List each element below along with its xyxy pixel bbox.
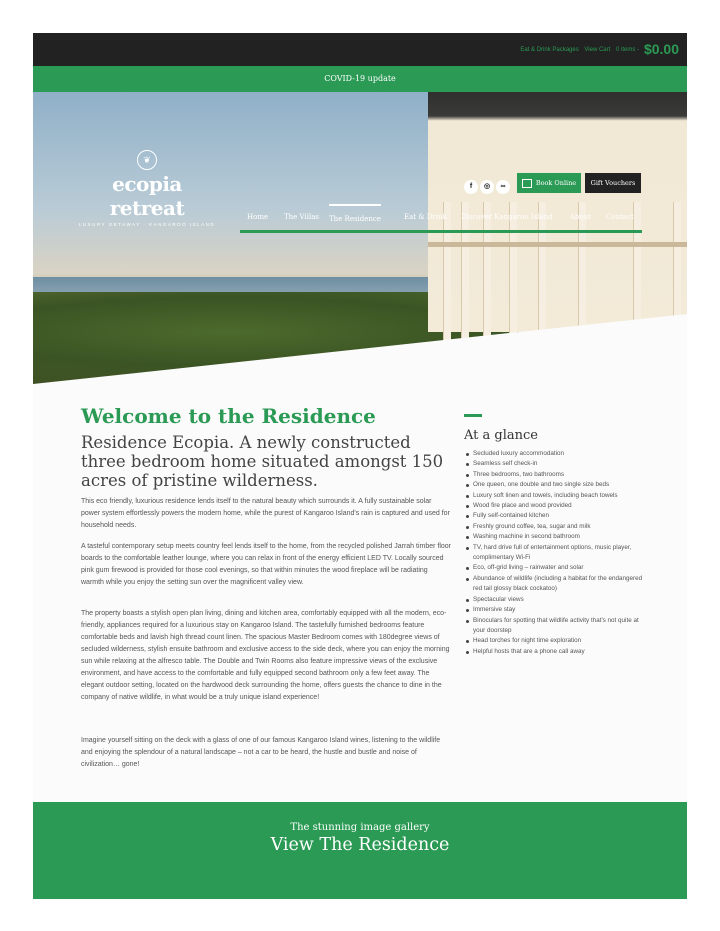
list-item: Three bedrooms, two bathrooms [464, 470, 644, 480]
list-item: Immersive stay [464, 605, 644, 615]
glance-accent-bar [464, 414, 482, 417]
list-item: Luxury soft linen and towels, including beach towels [464, 491, 644, 501]
nav-eat-drink[interactable]: Eat & Drink [404, 213, 447, 221]
list-item: Wood fire place and wood provided [464, 501, 644, 511]
top-links [516, 47, 639, 53]
list-item: Fully self-contained kitchen [464, 511, 644, 521]
nav-home[interactable]: Home [247, 213, 269, 221]
list-item: TV, hard drive full of entertainment options, music player, complimentary Wi-Fi [464, 543, 644, 564]
list-item: Washing machine in second bathroom [464, 532, 644, 542]
covid-update-link[interactable]: COVID-19 update [33, 66, 687, 92]
nav-the-residence[interactable]: The Residence [329, 204, 381, 230]
page-title: Welcome to the Residence [81, 404, 376, 428]
gallery-banner[interactable] [33, 802, 687, 899]
list-item: Abundance of wildlife (including a habitat for the endangered red tail glossy black cockatoo) [464, 574, 644, 595]
view-cart-link[interactable]: View Cart [584, 47, 611, 53]
list-item: Freshly ground coffee, tea, sugar and milk [464, 522, 644, 532]
main-nav [240, 204, 642, 233]
list-item: Binoculars for spotting that wildlife activity that's not quite at your doorstep [464, 616, 644, 637]
hero-diagonal-cut [33, 92, 687, 384]
logo-tagline: LUXURY GETAWAY · KANGAROO ISLAND [78, 222, 216, 227]
logo[interactable] [77, 150, 217, 227]
lead-text: Residence Ecopia. A newly constructed three bedroom home situated amongst 150 acres of pristine wilderness. [81, 433, 444, 490]
list-item: Helpful hosts that are a phone call away [464, 647, 644, 657]
leaf-icon: ❦ [137, 150, 157, 170]
gallery-subtitle: The stunning image gallery [290, 822, 430, 833]
logo-name: ecopia retreat [109, 172, 185, 220]
book-online-button[interactable] [517, 173, 581, 193]
body-paragraph: The property boasts a stylish open plan living, dining and kitchen area, comfortably equipped with all the modern, eco-friendly, appliances required for a luxurious stay on Kangaroo Island. The tastefully furnished bedrooms feature comfortable beds and lavish high thread count linen. The spacious Master Bedroom comes with 180degree views of secluded wilderness, stylish ensuite bathroom and exclusive access to the side deck, where you can enjoy the morning sun while relaxing at the alfresco table. The Double and Twin Rooms also feature impressive views of the exclusive environment, and have access to the comfortable and fully equipped second bathroom only a few feet away. The elegant outdoor setting, located on the hardwood deck surrounding the home, offers guests the chance to dine in the company of native wildlife, in what would be a truly unique island experience! [81, 610, 450, 701]
body-paragraph: A tasteful contemporary setup meets country feel lends itself to the home, from the recycled polished Jarrah timber floor boards to the comfortable leather lounge, where you can relax in front of the energy efficient LED TV. Locally sourced pink gum firewood is provided for those cool evenings, so that within minutes the wood fireplace will be radiating warmth while you enjoy the setting sun over the magnificent valley view. [81, 543, 452, 586]
list-item: One queen, one double and two single size beds [464, 480, 644, 490]
list-item: Seamless self check-in [464, 459, 644, 469]
glance-list [464, 449, 644, 657]
book-online-label: Book Online [535, 179, 577, 187]
calendar-icon [522, 179, 532, 188]
list-item: Spectacular views [464, 595, 644, 605]
facebook-icon[interactable]: f [464, 180, 478, 194]
nav-contact[interactable]: Contact [606, 213, 634, 221]
list-item: Secluded luxury accommodation [464, 449, 644, 459]
instagram-icon[interactable]: ◎ [480, 180, 494, 194]
hero-banner [33, 92, 687, 384]
cart-items-count[interactable]: 0 items - [615, 47, 639, 53]
body-paragraph: This eco friendly, luxurious residence lends itself to the natural beauty which surrounds it. A fully sustainable solar power system effortlessly powers the modern home, while the purest of Kangaroo Island's rain is captured and used for household needs. [81, 498, 450, 529]
gift-vouchers-button[interactable]: Gift Vouchers [585, 173, 641, 193]
view-residence-link[interactable]: View The Residence [270, 835, 450, 855]
social-links [464, 175, 512, 194]
top-bar [33, 33, 687, 66]
nav-discover-kangaroo-island[interactable]: Discover Kangaroo Island [461, 213, 553, 221]
tripadvisor-icon[interactable]: ∞ [496, 180, 510, 194]
nav-about[interactable]: About [570, 213, 592, 221]
glance-title: At a glance [464, 428, 538, 443]
page [33, 33, 687, 899]
eat-drink-packages-link[interactable]: Eat & Drink Packages [520, 47, 579, 53]
body-paragraph: Imagine yourself sitting on the deck with a glass of one of our famous Kangaroo Island wines, listening to the wildlife and enjoying the splendour of a natural landscape – not a car to be heard, the hustle and bustle and noise of civilization… gone! [81, 737, 441, 768]
list-item: Eco, off-grid living – rainwater and solar [464, 563, 644, 573]
cart-total[interactable]: $0.00 [643, 41, 679, 57]
nav-the-villas[interactable]: The Villas [284, 213, 319, 221]
list-item: Head torches for night time exploration [464, 636, 644, 646]
